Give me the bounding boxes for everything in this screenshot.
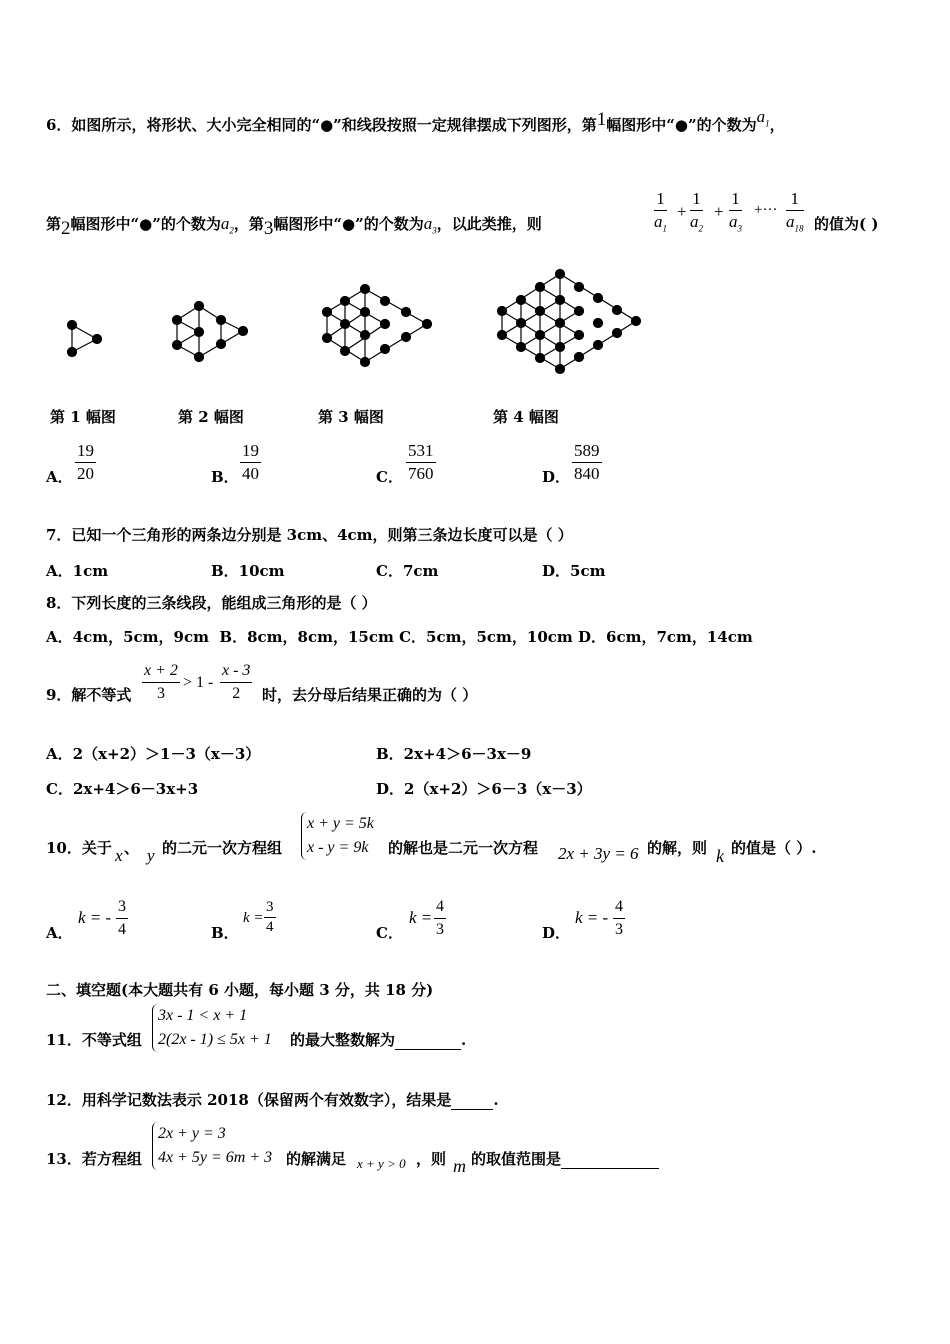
q12-text: 12．用科学记数法表示 2018（保留两个有效数字），结果是 .	[46, 1091, 499, 1109]
q6-a3: $a_3$	[423, 214, 437, 236]
q13-prefix: 13．若方程组	[46, 1150, 142, 1168]
q6-plus1: +	[677, 202, 687, 221]
q6-text-b: 幅图形中“●”的个数为	[606, 116, 757, 134]
q11-eq2: 2(2x - 1) ≤ 5x + 1	[158, 1031, 272, 1048]
q13-var-m: m	[453, 1156, 466, 1176]
q10-option-c-label: C．	[376, 924, 403, 942]
q13-suffix: 的取值范围是	[471, 1149, 659, 1169]
q6-text-d: 幅图形中“●”的个数为	[70, 215, 221, 233]
q8-text: 8．下列长度的三条线段，能组成三角形的是（ ）	[46, 594, 377, 612]
q6-a2: $a_2$	[220, 214, 234, 236]
q13-system	[152, 1122, 272, 1170]
q6-text-e: ，第	[233, 215, 264, 233]
q6-sum-term3: $\frac{1}{a_3}$	[729, 189, 742, 234]
q6-option-d-label: D．	[542, 468, 571, 486]
q13-mid: 的解满足	[286, 1150, 347, 1168]
q12-answer-blank[interactable]	[451, 1109, 493, 1110]
q6-n1: 1	[596, 109, 607, 130]
q6-line2	[46, 214, 542, 240]
q6-n3: 3	[263, 218, 274, 239]
q10-var-k: k	[716, 846, 724, 866]
q6-text-f: 幅图形中“●”的个数为	[273, 215, 424, 233]
caption-3: 第 3 幅图	[318, 408, 384, 426]
q7-option-b: B．10cm	[211, 562, 285, 580]
q10-sep: 、	[124, 839, 140, 857]
q6-option-a-fraction: $\frac{19}{20}$	[77, 441, 94, 483]
q6-option-a-label: A．	[46, 468, 73, 486]
q10-option-b-fraction: $\frac{3}{4}$	[266, 899, 274, 935]
q13-cond: x + y > 0	[357, 1156, 406, 1171]
q7-option-d: D．5cm	[542, 562, 606, 580]
q9-option-c: C．2x+4＞6－3x+3	[46, 780, 199, 798]
q13-answer-blank[interactable]	[561, 1168, 659, 1169]
figure-4	[498, 270, 641, 374]
q6-text-a: 6．如图所示，将形状、大小完全相同的“●”和线段按照一定规律摆成下列图形，第	[46, 116, 597, 134]
q6-option-c-fraction: $\frac{531}{760}$	[408, 441, 434, 483]
figure-3	[323, 285, 432, 367]
q6-option-b-label: B．	[211, 468, 239, 486]
caption-1: 第 1 幅图	[50, 408, 116, 426]
q6-plus2: +	[714, 202, 724, 221]
q10-suffix: 的值是（ ）.	[731, 839, 817, 857]
caption-4: 第 4 幅图	[493, 408, 559, 426]
q10-option-d-lhs: k = -	[575, 908, 609, 927]
q10-option-c-lhs: k =	[409, 908, 433, 927]
q8-options: A．4cm，5cm，9cm B．8cm，8cm，15cm C．5cm，5cm，10cm D．6cm，7cm，14cm	[46, 628, 753, 646]
figure-2	[173, 302, 248, 362]
q9-option-b: B．2x+4＞6－3x－9	[376, 745, 532, 763]
q6-dots: +···	[754, 202, 778, 218]
q9-option-d: D．2（x+2）＞6－3（x－3）	[376, 780, 592, 798]
q10-option-b-label: B．	[211, 924, 239, 942]
q6-option-c-label: C．	[376, 468, 403, 486]
q9-fraction-2: $\frac{x - 3}{2}$	[222, 662, 251, 702]
q10-option-a-fraction: $\frac{3}{4}$	[118, 898, 126, 938]
figure-1	[68, 321, 102, 357]
dot-pattern-figures	[40, 265, 660, 385]
q6-sum-term1: $\frac{1}{a_1}$	[654, 189, 667, 234]
q6-option-b-fraction: $\frac{19}{40}$	[242, 441, 259, 483]
q10-var-x: x	[115, 846, 123, 865]
section-2-heading: 二、填空题(本大题共有 6 小题，每小题 3 分，共 18 分)	[46, 981, 434, 999]
q10-eq1: x + y = 5k	[307, 815, 374, 832]
q10-option-b-lhs: k =	[243, 910, 264, 926]
q10-eq3: 2x + 3y = 6	[558, 844, 639, 863]
q11-eq1: 3x - 1 < x + 1	[158, 1007, 248, 1024]
q10-option-d-fraction: $\frac{4}{3}$	[615, 898, 623, 938]
q9-option-a: A．2（x+2）＞1－3（x－3）	[46, 745, 261, 763]
q6-text-g: ，以此类推，则	[436, 215, 542, 233]
q11-system	[152, 1004, 272, 1052]
q11-prefix: 11．不等式组	[46, 1031, 142, 1049]
q6-comma: ，	[769, 116, 785, 134]
q10-option-c-fraction: $\frac{4}{3}$	[436, 898, 444, 938]
q13-eq1: 2x + y = 3	[158, 1125, 226, 1142]
q7-text: 7．已知一个三角形的两条边分别是 3cm、4cm，则第三条边长度可以是（ ）	[46, 526, 573, 544]
q9-suffix: 时，去分母后结果正确的为（ ）	[262, 686, 478, 704]
q10-mid: 的二元一次方程组	[162, 839, 283, 857]
q11-suffix: 的最大整数解为 .	[290, 1031, 467, 1049]
q10-system	[301, 812, 374, 860]
q6-sum-term2: $\frac{1}{a_2}$	[690, 189, 703, 234]
q10-option-a-lhs: k = -	[78, 908, 112, 927]
q6-line1	[46, 107, 785, 141]
q6-tail: 的值为( )	[814, 215, 879, 233]
q10-var-y: y	[147, 846, 155, 865]
q7-option-a: A．1cm	[46, 562, 109, 580]
q10-prefix: 10．关于	[46, 839, 112, 857]
q6-sum-termn: $\frac{1}{a_{18}}$	[786, 189, 804, 234]
q6-a1: $a_1$	[756, 107, 770, 129]
q6-text-c: 第	[46, 215, 62, 233]
q13-eq2: 4x + 5y = 6m + 3	[158, 1149, 273, 1166]
q10-eq2: x - y = 9k	[307, 839, 369, 856]
q7-option-c: C．7cm	[376, 562, 439, 580]
q9-prefix: 9．解不等式	[46, 686, 132, 704]
q13-mid2: ，则	[416, 1150, 447, 1168]
q10-mid2: 的解也是二元一次方程	[388, 839, 539, 857]
q6-n2: 2	[61, 218, 71, 239]
q10-mid3: 的解，则	[647, 839, 708, 857]
q6-option-d-fraction: $\frac{589}{840}$	[574, 441, 600, 483]
q11-answer-blank[interactable]	[395, 1049, 461, 1050]
q10-option-d-label: D．	[542, 924, 571, 942]
q9-fraction-1: $\frac{x + 2}{3}$	[144, 662, 178, 702]
caption-2: 第 2 幅图	[178, 408, 244, 426]
q10-option-a-label: A．	[46, 924, 73, 942]
q9-mid: > 1 -	[183, 674, 214, 691]
